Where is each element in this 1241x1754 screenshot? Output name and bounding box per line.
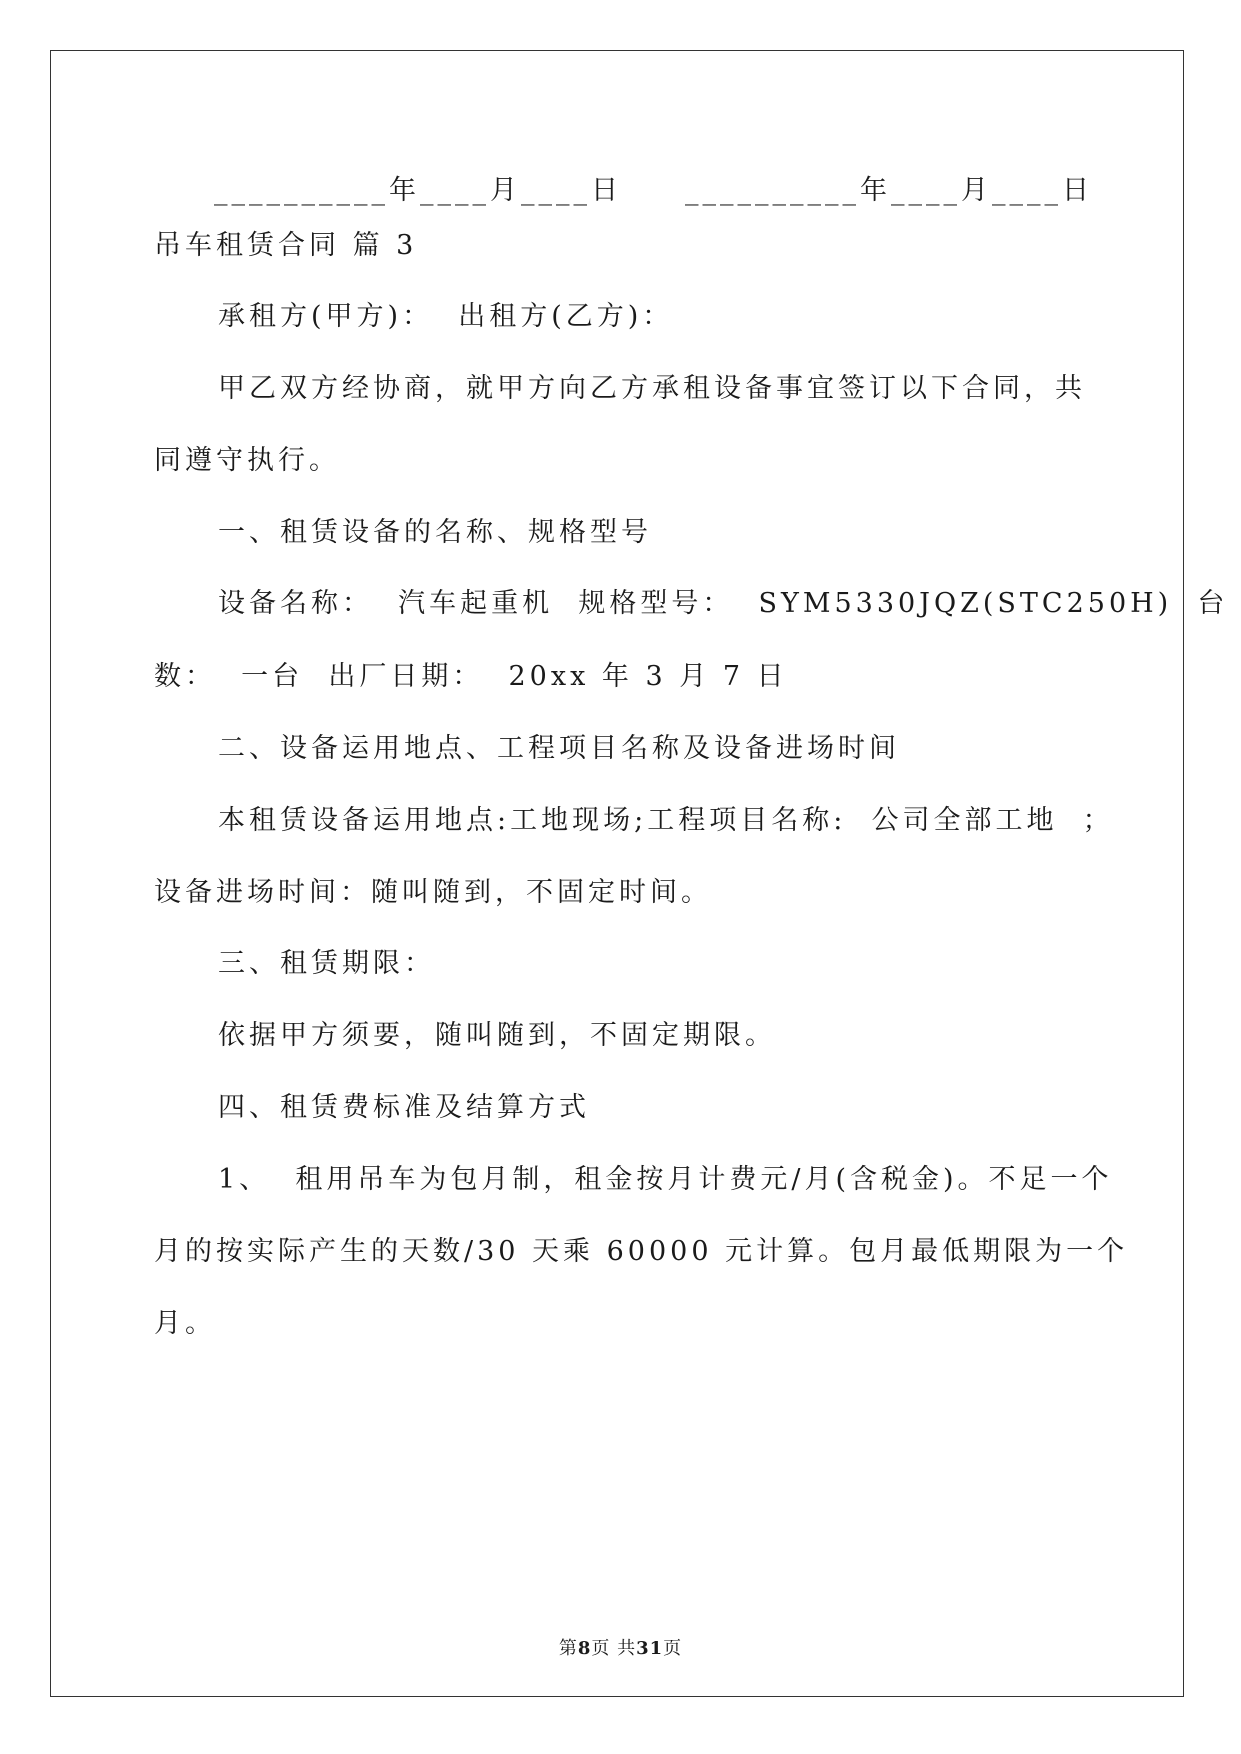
section-2-heading: 二、设备运用地点、工程项目名称及设备进场时间: [218, 733, 900, 764]
section-1-line-1: 设备名称： 汽车起重机 规格型号： SYM5330JQZ(STC250H) 台: [218, 588, 1229, 619]
footer-prefix: 第: [558, 1638, 578, 1659]
section-4-line-1: 1、 租用吊车为包月制，租金按月计费元/月(含税金)。不足一个: [218, 1164, 1113, 1195]
section-1-line-2: 数： 一台 出厂日期： 20xx 年 3 月 7 日: [154, 661, 788, 692]
intro-line-1: 甲乙双方经协商，就甲方向乙方承租设备事宜签订以下合同，共: [218, 373, 1086, 404]
section-1-heading: 一、租赁设备的名称、规格型号: [218, 517, 652, 548]
section-4-line-2: 月的按实际产生的天数/30 天乘 60000 元计算。包月最低期限为一个: [154, 1236, 1129, 1267]
total-page-count: 31: [636, 1638, 664, 1659]
signature-date-left: __________年____月____日: [214, 175, 622, 206]
contract-title: 吊车租赁合同 篇 3: [154, 230, 418, 261]
footer-mid: 页 共: [591, 1638, 637, 1659]
parties-line: 承租方(甲方)： 出租方(乙方)：: [218, 301, 674, 332]
current-page-number: 8: [577, 1638, 592, 1659]
footer-suffix: 页: [663, 1638, 683, 1659]
signature-date-right: __________年____月____日: [685, 175, 1093, 206]
section-3-line-1: 依据甲方须要，随叫随到，不固定期限。: [218, 1020, 776, 1051]
section-4-line-3: 月。: [154, 1308, 216, 1339]
section-3-heading: 三、租赁期限：: [218, 948, 435, 979]
section-2-line-2: 设备进场时间：随叫随到，不固定时间。: [154, 877, 712, 908]
intro-line-2: 同遵守执行。: [154, 445, 340, 476]
page-number-footer: [0, 1634, 1241, 1660]
section-4-heading: 四、租赁费标准及结算方式: [218, 1092, 590, 1123]
section-2-line-1: 本租赁设备运用地点:工地现场;工程项目名称: 公司全部工地 ；: [218, 805, 1114, 836]
